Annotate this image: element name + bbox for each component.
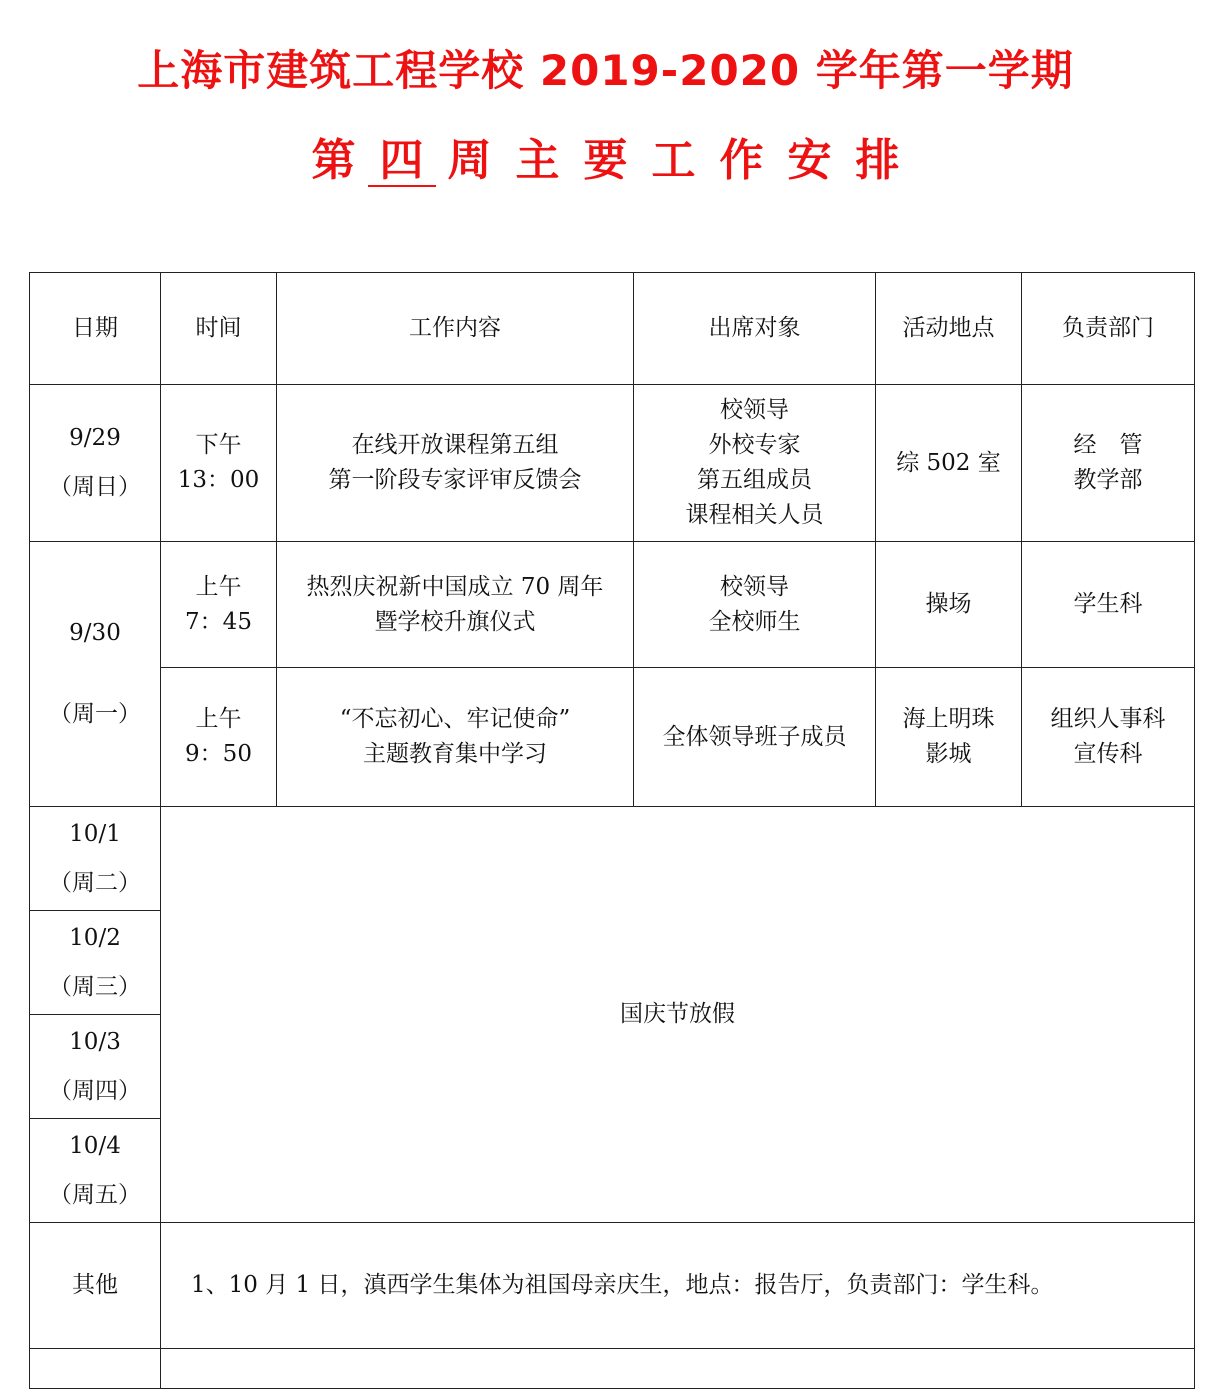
content-cell [277, 668, 634, 807]
document-title: 上海市建筑工程学校 2019-2020 学年第一学期 [137, 46, 1074, 95]
content-line: “不忘初心、牢记使命” [339, 706, 571, 732]
content-cell [277, 542, 634, 668]
subtitle-char: 要 [583, 135, 628, 186]
department-line: 教学部 [1073, 467, 1143, 493]
attendee-line: 校领导 [720, 397, 789, 423]
time-period: 上午 [195, 706, 242, 732]
location-line: 海上明珠 [902, 706, 995, 732]
weekday-text: （周三） [49, 973, 141, 1000]
department-line: 经 管 [1073, 432, 1143, 458]
table-row [30, 385, 1195, 542]
subtitle-char: 工 [651, 135, 696, 186]
empty-cell [161, 1349, 1195, 1389]
time-cell [161, 385, 277, 542]
time-period: 下午 [195, 432, 242, 458]
attendee-line: 第五组成员 [697, 467, 812, 493]
date-text: 10/4 [69, 1132, 121, 1159]
date-cell [30, 911, 161, 1015]
content-line: 热烈庆祝新中国成立 70 周年 [306, 573, 604, 600]
header-department: 负责部门 [1022, 273, 1195, 385]
time-value: 9：50 [185, 741, 252, 767]
date-text: 9/29 [69, 425, 121, 451]
table-header-row [30, 273, 1195, 385]
content-line: 主题教育集中学习 [363, 741, 547, 767]
table-row-continuation [30, 1349, 1195, 1389]
department-line: 学生科 [1073, 591, 1143, 617]
time-cell [161, 668, 277, 807]
date-cell [30, 1015, 161, 1119]
header-content: 工作内容 [277, 273, 634, 385]
date-text: 10/2 [69, 924, 121, 951]
attendee-line: 校领导 [720, 573, 789, 600]
attendees-cell [634, 668, 876, 807]
department-line: 宣传科 [1073, 741, 1143, 767]
attendees-cell [634, 385, 876, 542]
header-location: 活动地点 [876, 273, 1022, 385]
location-cell [876, 542, 1022, 668]
department-cell [1022, 385, 1195, 542]
date-cell [30, 1119, 161, 1223]
attendee-line: 课程相关人员 [685, 502, 824, 528]
table-row-other [30, 1223, 1195, 1349]
content-cell [277, 385, 634, 542]
subtitle-char: 主 [515, 135, 560, 186]
weekday-text: （周二） [49, 869, 141, 896]
department-cell [1022, 668, 1195, 807]
header-date: 日期 [30, 273, 161, 385]
date-cell [30, 385, 161, 542]
content-line: 暨学校升旗仪式 [374, 608, 536, 635]
time-value: 7：45 [185, 608, 252, 635]
header-time: 时间 [161, 273, 277, 385]
time-value: 13：00 [177, 467, 260, 493]
empty-cell [30, 1349, 161, 1389]
schedule-table [29, 272, 1195, 1389]
location-cell [876, 385, 1022, 542]
date-text: 10/3 [69, 1028, 121, 1055]
date-cell [30, 542, 161, 807]
time-period: 上午 [195, 573, 242, 600]
weekday-text: （周日） [49, 474, 141, 500]
content-line: 第一阶段专家评审反馈会 [328, 467, 582, 493]
date-text: 9/30 [69, 620, 121, 646]
subtitle-char: 排 [855, 135, 900, 186]
attendee-line: 全校师生 [708, 608, 801, 635]
table-row [30, 542, 1195, 668]
subtitle-prefix: 第 [311, 135, 356, 186]
subtitle-char: 周 [447, 135, 492, 186]
date-cell [30, 807, 161, 911]
location-line: 综 502 室 [896, 449, 1001, 476]
table-row [30, 668, 1195, 807]
content-line: 在线开放课程第五组 [351, 432, 559, 458]
time-cell [161, 542, 277, 668]
subtitle-char: 安 [787, 135, 832, 186]
table-row [30, 807, 1195, 911]
location-line: 操场 [925, 591, 972, 617]
subtitle-char: 作 [719, 135, 764, 186]
attendees-cell [634, 542, 876, 668]
department-cell [1022, 542, 1195, 668]
department-line: 组织人事科 [1050, 706, 1166, 732]
weekday-text: （周五） [49, 1181, 141, 1208]
week-number: 四 [368, 137, 436, 187]
location-cell [876, 668, 1022, 807]
document-subtitle [0, 124, 1211, 188]
date-text: 10/1 [69, 820, 121, 847]
holiday-cell: 国庆节放假 [161, 807, 1195, 1223]
attendee-line: 全体领导班子成员 [662, 723, 847, 750]
attendee-line: 外校专家 [708, 432, 801, 458]
other-label: 其他 [30, 1223, 161, 1349]
header-attendees: 出席对象 [634, 273, 876, 385]
weekday-text: （周四） [49, 1077, 141, 1104]
weekday-text: （周一） [49, 701, 141, 727]
location-line: 影城 [925, 741, 972, 767]
other-content: 1、10 月 1 日，滇西学生集体为祖国母亲庆生，地点：报告厅，负责部门：学生科。 [161, 1223, 1195, 1349]
